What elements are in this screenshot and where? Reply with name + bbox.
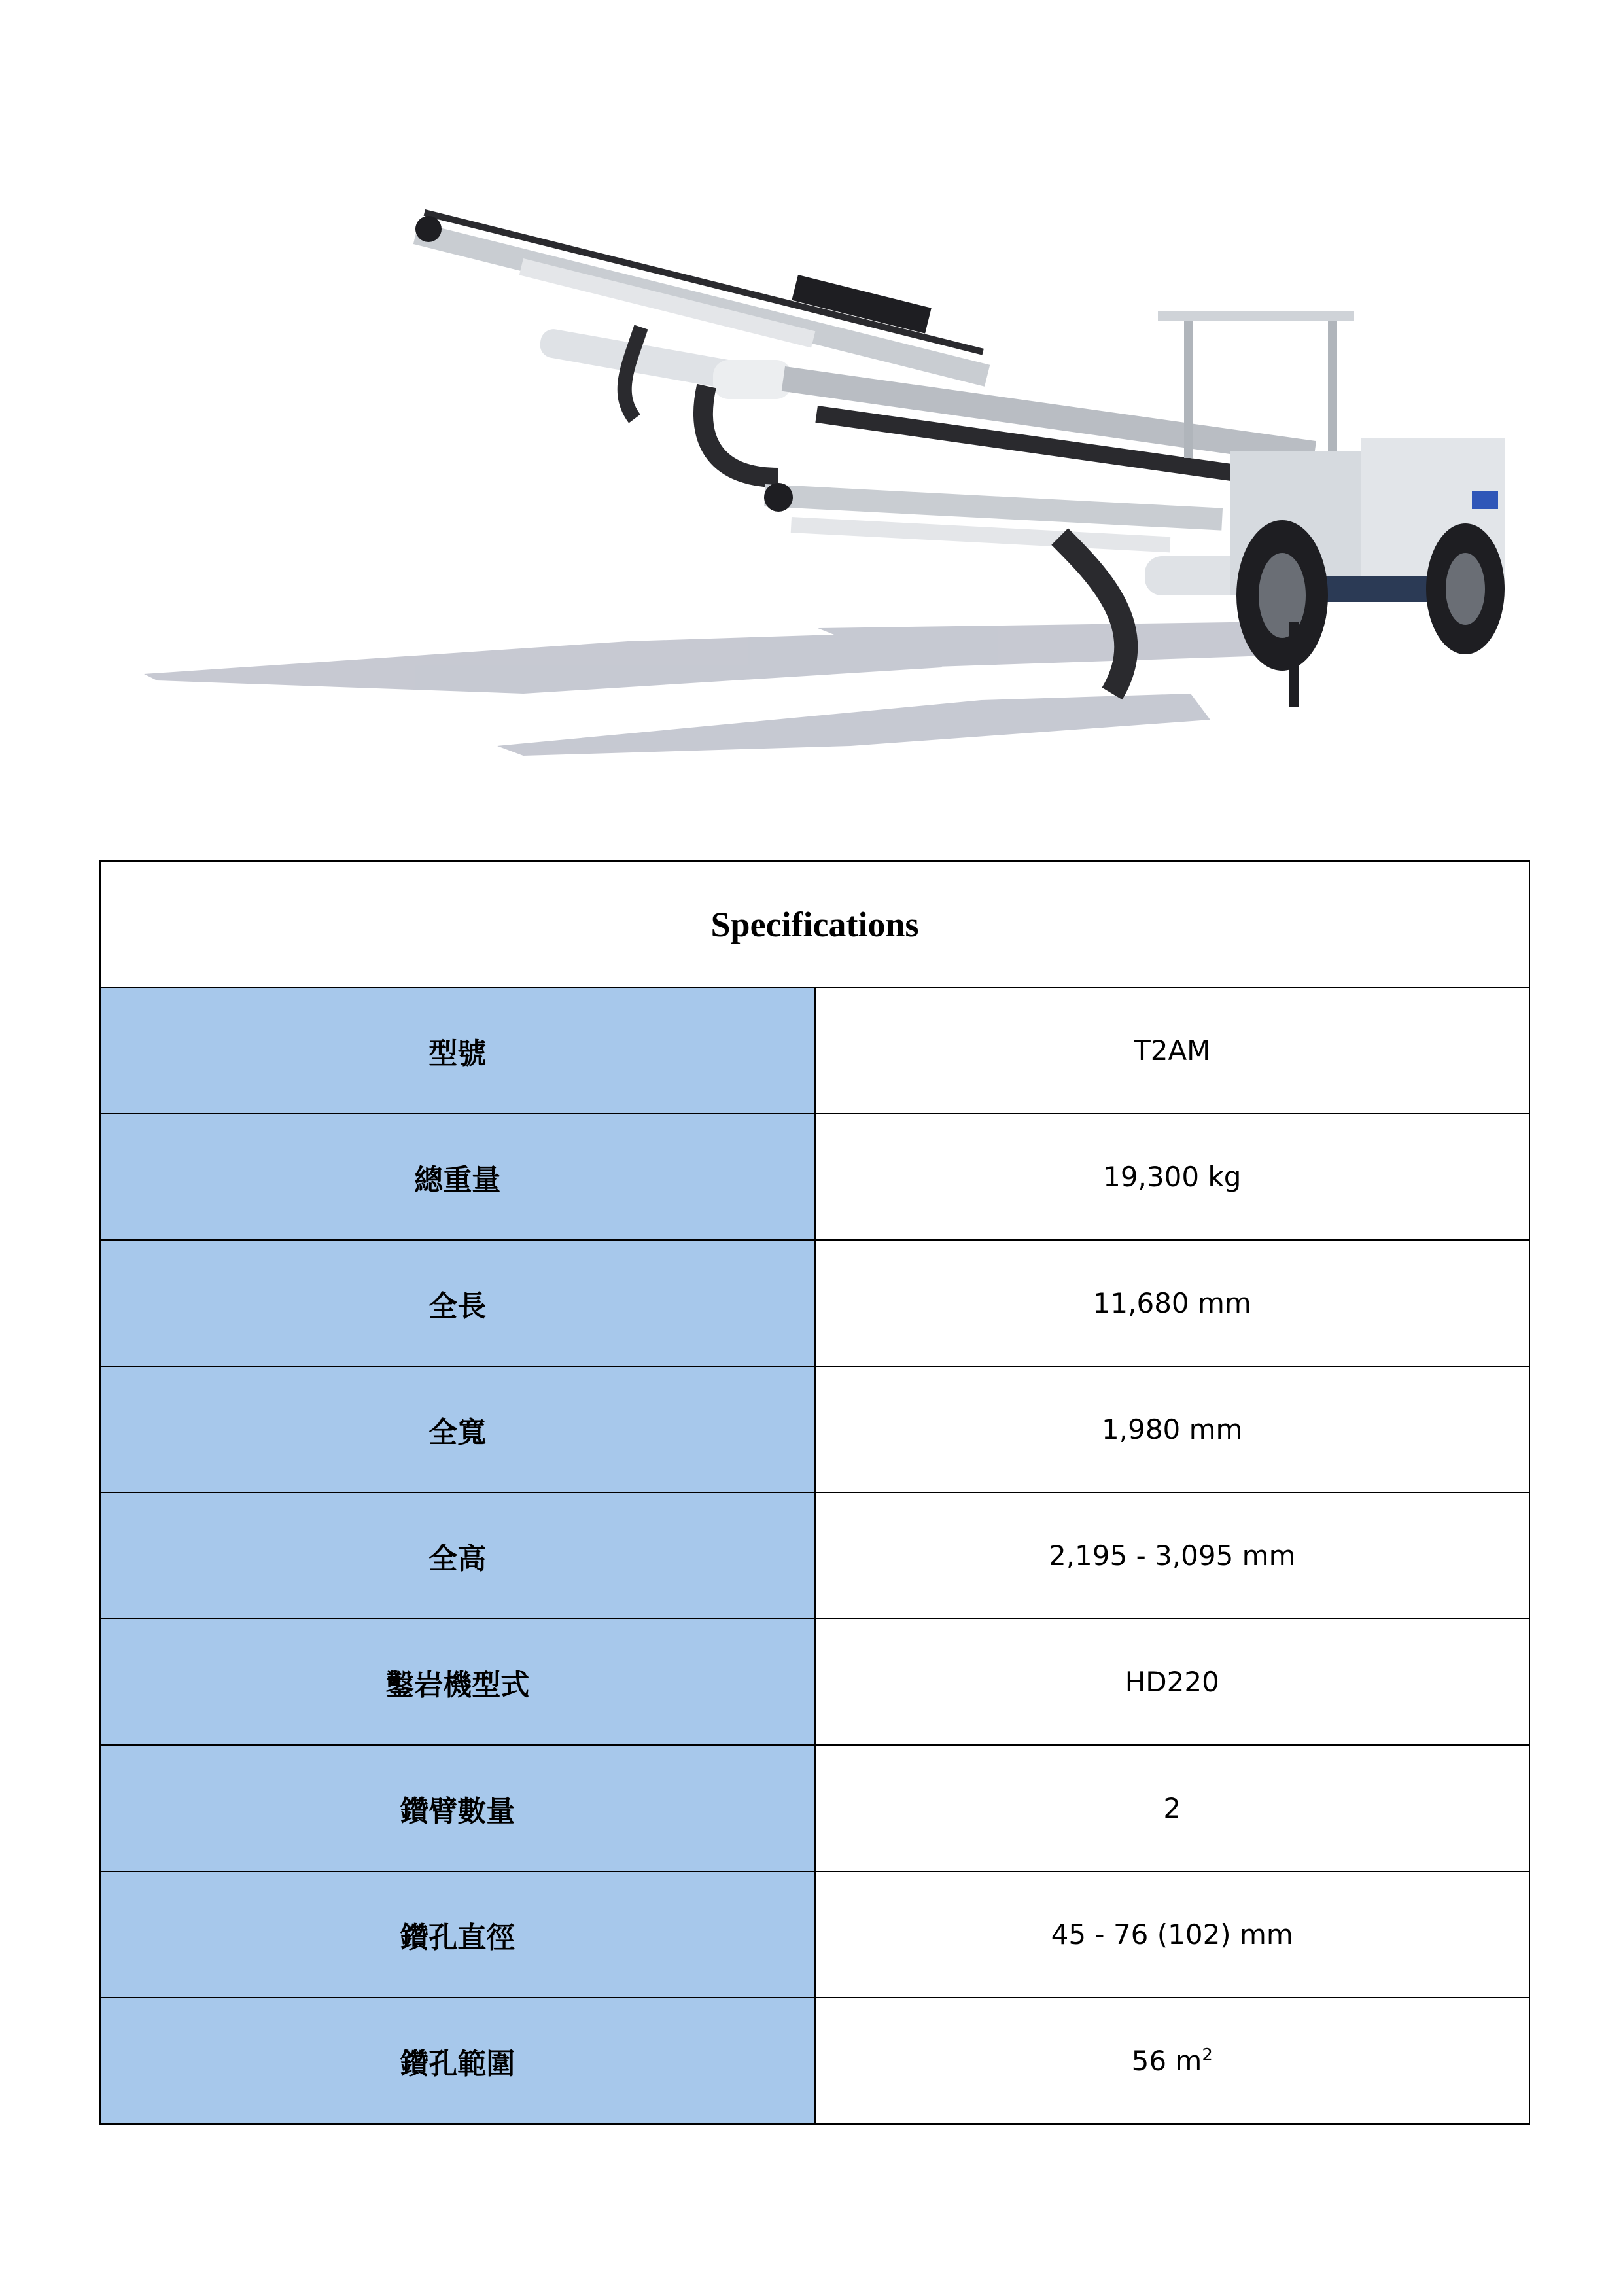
spec-label: 鑽孔範圍	[100, 1998, 815, 2124]
spec-label: 全高	[100, 1492, 815, 1619]
spec-label: 總重量	[100, 1114, 815, 1240]
table-row	[100, 1240, 1529, 1366]
table-row	[100, 1492, 1529, 1619]
spec-value-text: 56 m	[1131, 2045, 1202, 2077]
table-row	[100, 1366, 1529, 1492]
spec-label: 鑽臂數量	[100, 1745, 815, 1871]
spec-label: 全長	[100, 1240, 815, 1366]
table-row	[100, 987, 1529, 1114]
spec-value: T2AM	[815, 987, 1530, 1114]
spec-label: 鑽孔直徑	[100, 1871, 815, 1998]
spec-label: 型號	[100, 987, 815, 1114]
table-row	[100, 1998, 1529, 2124]
spec-value: 11,680 mm	[815, 1240, 1530, 1366]
spec-value: 1,980 mm	[815, 1366, 1530, 1492]
drill-rig-photo	[131, 170, 1518, 785]
spec-value	[815, 1998, 1530, 2124]
spec-label: 全寬	[100, 1366, 815, 1492]
table-row	[100, 1745, 1529, 1871]
spec-value: 2,195 - 3,095 mm	[815, 1492, 1530, 1619]
unit-superscript: 2	[1202, 2045, 1213, 2065]
table-row	[100, 1114, 1529, 1240]
spec-value: 19,300 kg	[815, 1114, 1530, 1240]
spec-value: HD220	[815, 1619, 1530, 1745]
table-title: Specifications	[100, 861, 1529, 987]
spec-value: 45 - 76 (102) mm	[815, 1871, 1530, 1998]
table-row	[100, 1871, 1529, 1998]
table-title-row	[100, 861, 1529, 987]
specifications-table	[99, 860, 1530, 2125]
spec-value: 2	[815, 1745, 1530, 1871]
spec-label: 鑿岩機型式	[100, 1619, 815, 1745]
table-row	[100, 1619, 1529, 1745]
upper-boom	[413, 209, 990, 478]
